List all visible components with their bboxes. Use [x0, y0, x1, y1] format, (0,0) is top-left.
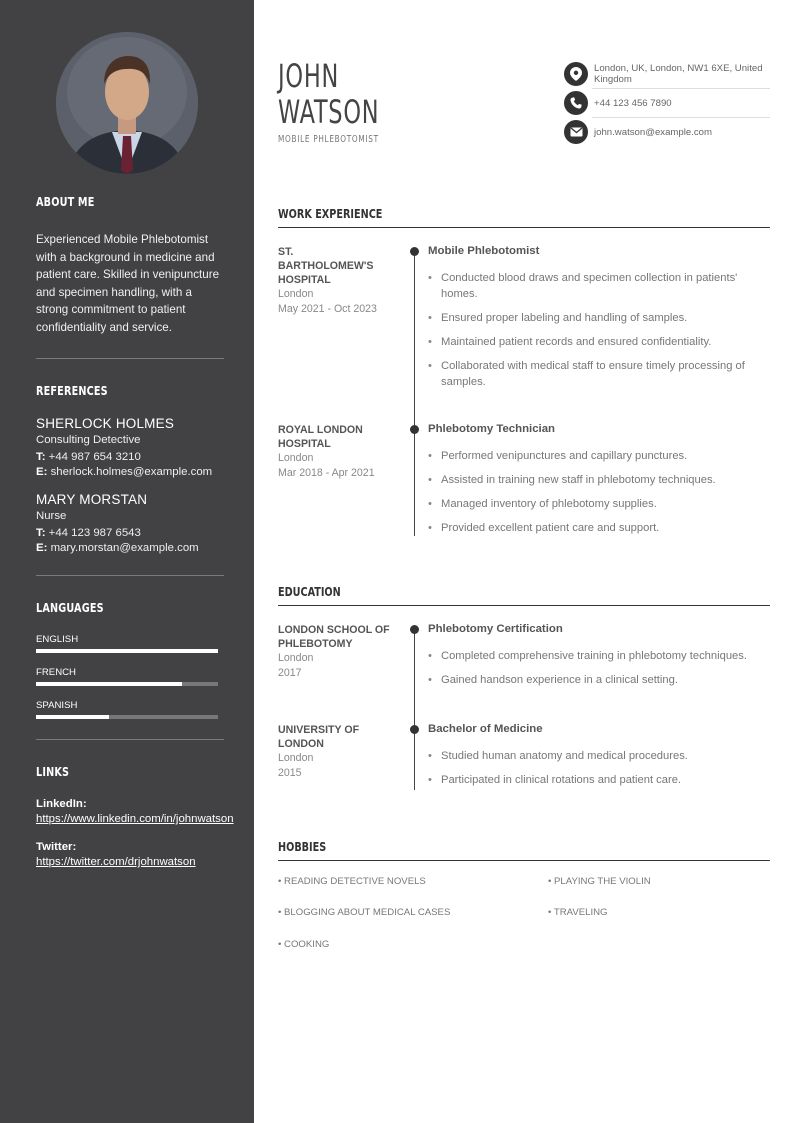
list-item: • Performed venipunctures and capillary punctures. — [428, 448, 768, 464]
education-meta — [278, 623, 390, 680]
list-item: • Ensured proper labeling and handling of samples. — [428, 310, 768, 326]
achievements-list — [428, 648, 768, 696]
degree-name: Bachelor of Medicine — [428, 723, 543, 735]
study-dates: 2015 — [278, 766, 302, 779]
work-experience-title: WORK EXPERIENCE — [278, 206, 383, 221]
reference-role: Nurse — [36, 510, 67, 522]
employer-location: London — [278, 288, 314, 300]
timeline-dot — [410, 247, 419, 256]
email-value: mary.morstan@example.com — [50, 542, 199, 554]
phone-value: +44 987 654 3210 — [48, 451, 141, 463]
hobby-item: • PLAYING THE VIOLIN — [548, 876, 651, 887]
job-role: Mobile Phlebotomist — [428, 245, 540, 257]
reference-item — [36, 492, 224, 554]
experience-meta — [278, 245, 390, 316]
email-icon — [564, 120, 588, 144]
language-name: ENGLISH — [36, 634, 79, 645]
education-meta — [278, 723, 390, 780]
responsibilities-list — [428, 448, 768, 544]
experience-meta — [278, 423, 390, 480]
language-name: FRENCH — [36, 667, 76, 678]
job-role: Phlebotomy Technician — [428, 423, 556, 435]
references-title: REFERENCES — [36, 383, 108, 398]
reference-role: Consulting Detective — [36, 434, 141, 446]
employer-name: ST. BARTHOLOMEW'S HOSPITAL — [278, 246, 374, 286]
employment-dates: May 2021 - Oct 2023 — [278, 302, 377, 315]
hobby-item: • BLOGGING ABOUT MEDICAL CASES — [278, 907, 451, 918]
language-level-bar — [36, 682, 218, 686]
employer-name: ROYAL LONDON HOSPITAL — [278, 424, 363, 450]
phone-text: +44 123 456 7890 — [594, 97, 672, 109]
address-text: London, UK, London, NW1 6XE, United Kingdom — [594, 63, 763, 85]
institution-name: LONDON SCHOOL OF PHLEBOTOMY — [278, 624, 390, 650]
timeline-line — [414, 630, 415, 790]
phone-label: T: — [36, 451, 46, 463]
list-item: • Studied human anatomy and medical procedures. — [428, 748, 768, 764]
language-name: SPANISH — [36, 700, 78, 711]
reference-name: SHERLOCK HOLMES — [36, 416, 175, 431]
email-label: E: — [36, 542, 48, 554]
list-item: • Managed inventory of phlebotomy supplies. — [428, 496, 768, 512]
list-item: • Completed comprehensive training in phlebotomy techniques. — [428, 648, 768, 664]
links-title: LINKS — [36, 764, 70, 779]
hobby-item: • COOKING — [278, 939, 330, 950]
twitter-link[interactable]: https://twitter.com/drjohnwatson — [36, 856, 196, 868]
timeline-line — [414, 252, 415, 536]
last-name: WATSON — [278, 93, 380, 131]
reference-phone — [36, 451, 224, 463]
hobbies-title: HOBBIES — [278, 839, 327, 854]
sidebar — [0, 0, 254, 1123]
first-name: JOHN — [278, 57, 340, 95]
timeline-dot — [410, 425, 419, 434]
language-item — [36, 667, 224, 686]
phone-label: T: — [36, 527, 46, 539]
language-level-bar — [36, 649, 218, 653]
link-item — [36, 798, 234, 827]
job-title: MOBILE PHLEBOTOMIST — [278, 134, 379, 145]
hobby-item: • READING DETECTIVE NOVELS — [278, 876, 426, 887]
email-text: john.watson@example.com — [594, 126, 712, 138]
list-item: • Provided excellent patient care and support. — [428, 520, 768, 536]
reference-phone — [36, 527, 224, 539]
language-level-fill — [36, 682, 182, 686]
list-item: • Participated in clinical rotations and patient care. — [428, 772, 768, 788]
candidate-name — [278, 58, 379, 130]
profile-photo — [56, 32, 198, 174]
institution-name: UNIVERSITY OF LONDON — [278, 724, 360, 750]
section-divider — [278, 860, 770, 861]
location-pin-icon — [564, 62, 588, 86]
reference-item — [36, 416, 224, 478]
about-text: Experienced Mobile Phlebotomist with a background in medicine and patient care. Skilled in venipuncture and specimen handling, with a strong commitment to patient confidentiality and service. — [36, 233, 220, 334]
languages-title: LANGUAGES — [36, 600, 104, 615]
main-content — [278, 0, 770, 1123]
divider — [36, 739, 224, 740]
list-item: • Conducted blood draws and specimen collection in patients' homes. — [428, 270, 768, 302]
contact-phone — [564, 91, 770, 115]
reference-name: MARY MORSTAN — [36, 492, 148, 507]
employer-location: London — [278, 452, 314, 464]
institution-location: London — [278, 752, 314, 764]
divider — [36, 575, 224, 576]
phone-value: +44 123 987 6543 — [48, 527, 141, 539]
list-item: • Maintained patient records and ensured confidentiality. — [428, 334, 768, 350]
timeline-dot — [410, 725, 419, 734]
employment-dates: Mar 2018 - Apr 2021 — [278, 466, 375, 479]
degree-name: Phlebotomy Certification — [428, 623, 563, 635]
email-value: sherlock.holmes@example.com — [50, 466, 213, 478]
language-item — [36, 700, 224, 719]
hobby-item: • TRAVELING — [548, 907, 608, 918]
language-item — [36, 634, 224, 653]
divider — [592, 117, 770, 118]
link-item — [36, 841, 224, 870]
contact-email — [564, 120, 770, 144]
section-divider — [278, 605, 770, 606]
language-level-fill — [36, 649, 218, 653]
contact-address — [564, 62, 770, 86]
responsibilities-list — [428, 270, 768, 398]
reference-email — [36, 466, 224, 478]
list-item: • Collaborated with medical staff to ensure timely processing of samples. — [428, 358, 768, 390]
language-level-fill — [36, 715, 109, 719]
language-level-bar — [36, 715, 218, 719]
institution-location: London — [278, 652, 314, 664]
section-divider — [278, 227, 770, 228]
study-dates: 2017 — [278, 666, 302, 679]
about-title: ABOUT ME — [36, 194, 95, 209]
email-label: E: — [36, 466, 48, 478]
timeline-dot — [410, 625, 419, 634]
list-item: • Gained handson experience in a clinical setting. — [428, 672, 768, 688]
divider — [36, 358, 224, 359]
twitter-label: Twitter: — [36, 841, 77, 853]
linkedin-link[interactable]: https://www.linkedin.com/in/johnwatson — [36, 813, 234, 825]
reference-email — [36, 542, 224, 554]
linkedin-label: LinkedIn: — [36, 798, 87, 810]
phone-icon — [564, 91, 588, 115]
achievements-list — [428, 748, 768, 796]
divider — [592, 88, 770, 89]
list-item: • Assisted in training new staff in phlebotomy techniques. — [428, 472, 768, 488]
education-title: EDUCATION — [278, 584, 341, 599]
